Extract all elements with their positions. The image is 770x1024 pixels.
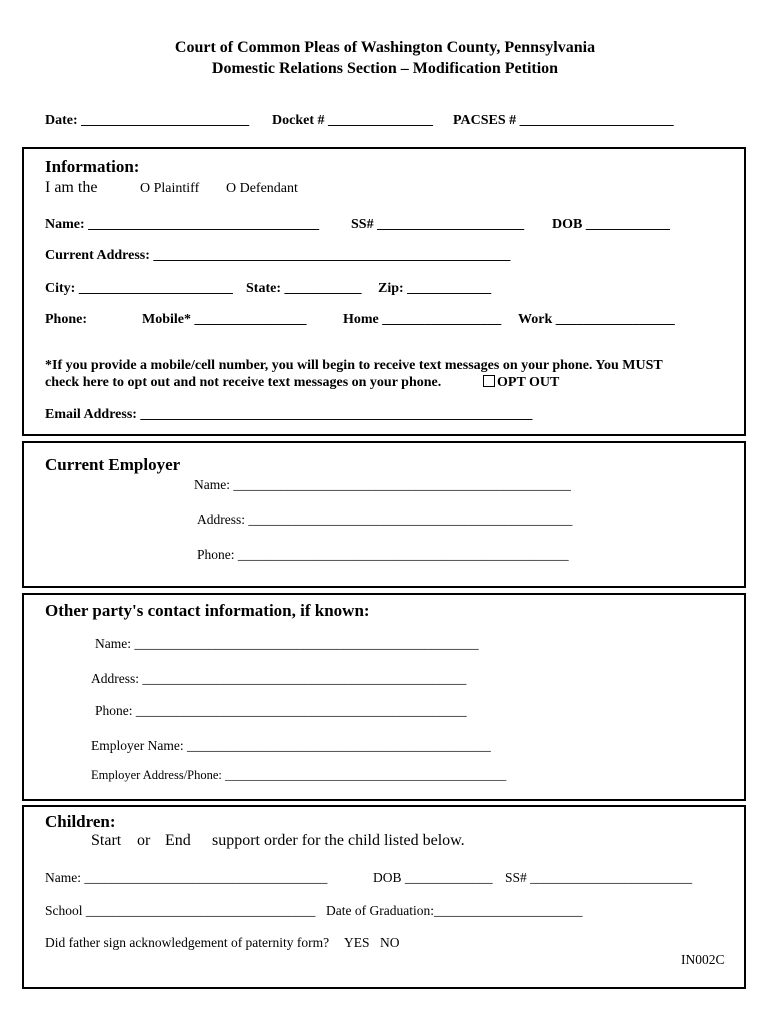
other-party-name-field[interactable]: Name: ___________________________________________________ [95,636,479,651]
child-ssn-field[interactable]: SS# ________________________ [505,870,693,885]
children-heading: Children: [45,812,116,831]
paternity-yes-option[interactable]: YES [344,935,370,950]
home-phone-field[interactable]: Home _________________ [343,312,502,327]
support-order-text: support order for the child listed below. [212,832,465,849]
text-notice-line1: *If you provide a mobile/cell number, you will begin to receive text messages on your phone. You MUST [45,358,663,373]
or-label: or [137,832,151,849]
other-party-heading: Other party's contact information, if known: [45,601,370,620]
other-party-address-field[interactable]: Address: ________________________________________________ [91,671,467,686]
email-field[interactable]: Email Address: ________________________________________________________ [45,407,533,422]
employer-name-field[interactable]: Name: __________________________________________________ [194,477,571,492]
checkbox-icon[interactable] [483,375,495,387]
docket-field[interactable]: Docket # _______________ [272,113,433,128]
start-option[interactable]: Start [91,832,122,849]
ssn-field[interactable]: SS# _____________________ [351,217,525,232]
graduation-date-field[interactable]: Date of Graduation:______________________ [326,903,583,918]
date-field[interactable]: Date: ________________________ [45,113,250,128]
city-field[interactable]: City: ______________________ [45,281,233,296]
other-party-employer-address-field[interactable]: Employer Address/Phone: _____________________________________________ [91,768,507,782]
name-field[interactable]: Name: _________________________________ [45,217,320,232]
child-name-field[interactable]: Name: ____________________________________ [45,870,328,885]
state-field[interactable]: State: ___________ [246,281,362,296]
form-title-line1: Court of Common Pleas of Washington County, Pennsylvania [174,39,596,56]
paternity-no-option[interactable]: NO [380,935,400,950]
form-title-line2: Domestic Relations Section – Modification Petition [211,60,559,77]
employer-heading: Current Employer [45,455,181,474]
phone-label: Phone: [45,312,87,327]
text-notice-line2: check here to opt out and not receive text messages on your phone. [45,375,442,390]
employer-address-field[interactable]: Address: ________________________________________________ [197,512,573,527]
other-party-phone-field[interactable]: Phone: _________________________________________________ [95,703,467,718]
opt-out-label: OPT OUT [497,375,560,390]
employer-phone-field[interactable]: Phone: _________________________________________________ [197,547,569,562]
opt-out-checkbox[interactable] [483,375,559,391]
plaintiff-option[interactable]: O Plaintiff [140,181,200,196]
work-phone-field[interactable]: Work _________________ [518,312,675,327]
child-dob-field[interactable]: DOB _____________ [373,870,493,885]
end-option[interactable]: End [165,832,191,849]
current-address-field[interactable]: Current Address: ___________________________________________________ [45,248,511,263]
school-field[interactable]: School __________________________________ [45,903,316,918]
other-party-employer-name-field[interactable]: Employer Name: _____________________________________________ [91,738,491,753]
dob-field[interactable]: DOB ____________ [552,217,670,232]
form-code: IN002C [681,952,725,967]
information-heading: Information: [45,157,140,176]
i-am-the-label: I am the [45,179,98,196]
pacses-field[interactable]: PACSES # ______________________ [453,113,674,128]
defendant-option[interactable]: O Defendant [226,181,298,196]
zip-field[interactable]: Zip: ____________ [378,281,492,296]
paternity-question: Did father sign acknowledgement of paternity form? [45,935,330,950]
mobile-field[interactable]: Mobile* ________________ [142,312,307,327]
